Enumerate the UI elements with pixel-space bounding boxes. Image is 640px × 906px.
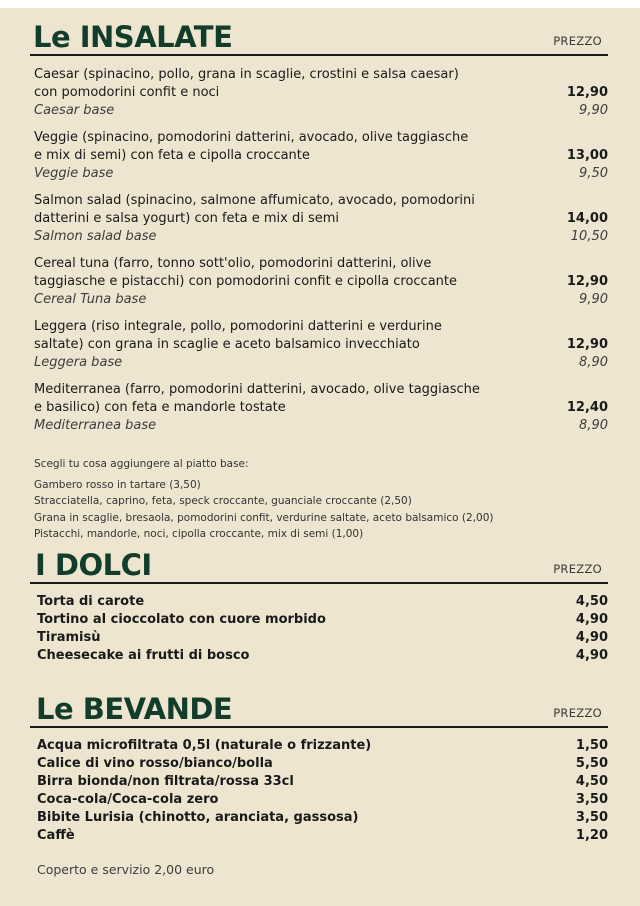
item-price: 13,00 [566,148,608,163]
menu-item [37,809,608,827]
item-description: taggiasche e pistacchi) con pomodorini confit e cipolla croccante [34,274,457,289]
item-price: 1,20 [575,828,608,843]
item-base [34,291,608,309]
price-column-label: PREZZO [553,706,602,720]
item-description: Veggie (spinacino, pomodorini datterini, avocado, olive taggiasche [34,130,469,145]
addon-line: Stracciatella, caprino, feta, speck croccante, guanciale croccante (2,50) [34,495,412,507]
item-description: Cereal tuna (farro, tonno sott'olio, pomodorini datterini, olive [34,256,432,271]
base-label: Cereal Tuna base [34,292,147,307]
base-price: 9,90 [579,103,608,118]
item-description: Leggera (riso integrale, pollo, pomodorini datterini e verdurine [34,319,442,334]
item-name: Torta di carote [37,594,145,609]
item-description: con pomodorini confit e noci [34,85,220,100]
menu-item [37,773,608,791]
base-label: Leggera base [34,355,123,370]
menu-item [37,647,608,665]
price-column-label: PREZZO [553,34,602,48]
item-price: 4,50 [575,774,608,789]
item-price: 3,50 [575,792,608,807]
item-base [34,417,608,435]
base-price: 9,90 [579,292,608,307]
item-price: 1,50 [575,738,608,753]
section-bevande [0,682,640,845]
menu-item [37,737,608,755]
menu-item [37,791,608,809]
base-price: 8,90 [579,418,608,433]
cover-charge-note: Coperto e servizio 2,00 euro [37,862,215,877]
item-name: Birra bionda/non filtrata/rossa 33cl [37,774,294,789]
item-name: Caffè [37,828,75,843]
menu-item [34,192,608,255]
menu-item [37,755,608,773]
addons-title: Scegli tu cosa aggiungere al piatto base: [34,458,249,470]
menu-item [37,611,608,629]
item-price: 12,90 [566,337,608,352]
item-price: 3,50 [575,810,608,825]
item-price: 14,00 [566,211,608,226]
menu-item [37,827,608,845]
item-description: saltate) con grana in scaglie e aceto balsamico invecchiato [34,337,420,352]
addon-line: Gambero rosso in tartare (3,50) [34,478,201,491]
item-price: 4,90 [575,612,608,627]
price-column-label: PREZZO [553,562,602,576]
base-label: Veggie base [34,166,114,181]
base-label: Mediterranea base [34,418,157,433]
item-base [34,354,608,372]
item-description: datterini e salsa yogurt) con feta e mix di semi [34,211,340,226]
base-label: Salmon salad base [34,229,157,244]
item-name: Tortino al cioccolato con cuore morbido [37,612,326,627]
section-title: Le INSALATE [33,20,233,54]
section-title: I DOLCI [35,548,152,582]
item-name: Tiramisù [37,630,101,645]
item-description: e mix di semi) con feta e cipolla croccante [34,148,310,163]
item-price: 12,90 [566,274,608,289]
item-description: e basilico) con feta e mandorle tostate [34,400,286,415]
menu-item [34,255,608,318]
section-header [30,682,608,728]
item-base [34,102,608,120]
item-base [34,228,608,246]
addon-line: Pistacchi, mandorle, noci, cipolla croccante, mix di semi (1,00) [34,528,364,540]
base-price: 9,50 [579,166,608,181]
menu-page [0,8,640,906]
item-description: Mediterranea (farro, pomodorini datterini, avocado, olive taggiasche [34,382,480,397]
menu-item [37,629,608,647]
section-insalate [0,10,640,444]
base-price: 10,50 [570,229,608,244]
menu-item [37,593,608,611]
item-description: Salmon salad (spinacino, salmone affumicato, avocado, pomodorini [34,193,475,208]
section-title: Le BEVANDE [36,692,233,726]
item-name: Bibite Lurisia (chinotto, aranciata, gassosa) [37,810,359,825]
addons-list [34,456,494,543]
menu-item [34,381,608,444]
item-name: Cheesecake ai frutti di bosco [37,648,250,663]
item-price: 12,40 [566,400,608,415]
section-dolci [0,540,640,665]
item-price: 4,90 [575,630,608,645]
base-price: 8,90 [579,355,608,370]
item-description: Caesar (spinacino, pollo, grana in scaglie, crostini e salsa caesar) [34,67,459,82]
menu-item [34,318,608,381]
item-base [34,165,608,183]
item-price: 5,50 [575,756,608,771]
addon-line: Grana in scaglie, bresaola, pomodorini confit, verdurine saltate, aceto balsamico (2,00) [34,511,494,524]
menu-item [34,129,608,192]
item-name: Acqua microfiltrata 0,5l (naturale o frizzante) [37,738,372,753]
item-price: 12,90 [566,85,608,100]
item-name: Coca-cola/Coca-cola zero [37,792,219,807]
section-header [30,10,608,56]
item-price: 4,90 [575,648,608,663]
item-name: Calice di vino rosso/bianco/bolla [37,756,273,771]
item-price: 4,50 [575,594,608,609]
base-label: Caesar base [34,103,115,118]
menu-item [34,66,608,129]
section-header [30,540,608,584]
